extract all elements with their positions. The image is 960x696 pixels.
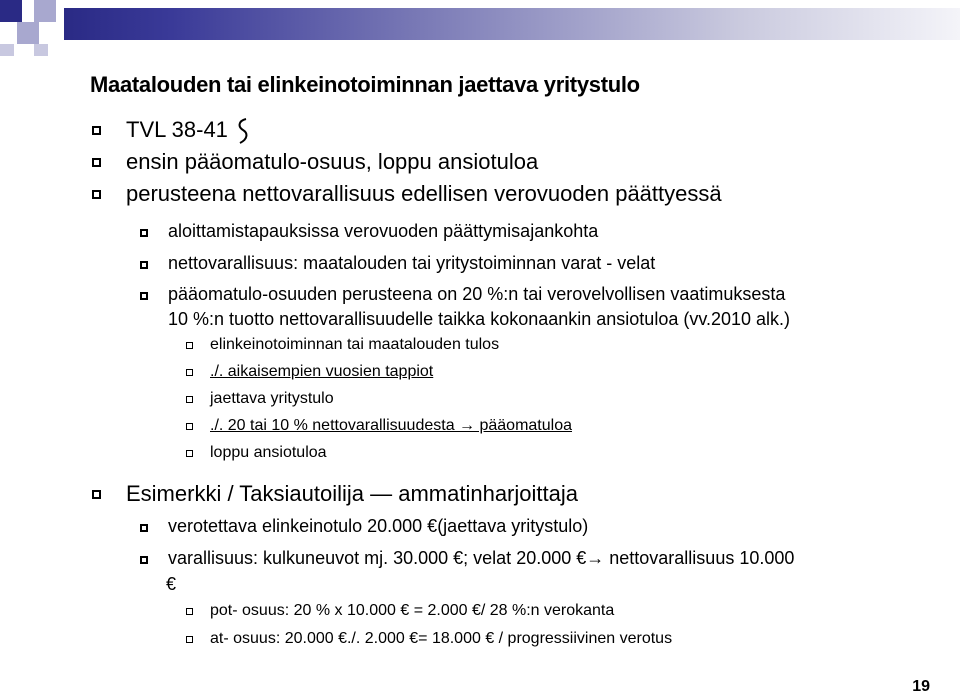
bullet-text: nettovarallisuus: maatalouden tai yritystoiminnan varat - velat xyxy=(168,253,656,273)
bullet-icon xyxy=(186,450,193,457)
bullet-icon xyxy=(186,608,193,615)
page-number: 19 xyxy=(912,678,930,695)
bullet-text: pot- osuus: 20 % x 10.000 € = 2.000 €/ 28 %:n verokanta xyxy=(210,602,615,619)
bullet-text-label: TVL 38-41 xyxy=(126,117,228,142)
banner-square xyxy=(0,44,14,56)
bullet-text-continuation: € xyxy=(166,574,177,594)
bullet-text: at- osuus: 20.000 €./. 2.000 €= 18.000 € / progressiivinen verotus xyxy=(210,630,673,647)
slide-title: Maatalouden tai elinkeinotoiminnan jaettava yritystulo xyxy=(90,72,640,97)
banner-square xyxy=(17,22,39,44)
bullet-icon xyxy=(140,556,148,564)
bullet-icon xyxy=(92,490,101,499)
bullet-text: perusteena nettovarallisuus edellisen verovuoden päättyessä xyxy=(126,181,722,206)
bullet-text-continuation: 10 %:n tuotto nettovarallisuudelle taikka kokonaankin ansiotuloa (vv.2010 alk.) xyxy=(168,309,791,329)
bullet-icon xyxy=(186,396,193,403)
bullet-text: Esimerkki / Taksiautoilija — ammatinharjoittaja xyxy=(126,481,578,506)
bullet-icon xyxy=(92,190,101,199)
banner-stripe xyxy=(64,8,960,40)
bullet-icon xyxy=(186,369,193,376)
bullet-text: pääomatulo-osuuden perusteena on 20 %:n tai verovelvollisen vaatimuksesta xyxy=(168,284,786,304)
bullet-icon xyxy=(186,342,193,349)
banner-square xyxy=(34,0,56,22)
bullet-text: ./. 20 tai 10 % nettovarallisuudesta → pääomatuloa xyxy=(210,417,572,434)
bullet-icon xyxy=(92,158,101,167)
bullet-text: ensin pääomatulo-osuus, loppu ansiotuloa xyxy=(126,149,539,174)
banner-square xyxy=(34,44,48,56)
bullet-icon xyxy=(92,126,101,135)
bullet-icon xyxy=(140,524,148,532)
bullet-icon xyxy=(186,423,193,430)
banner-square xyxy=(0,0,22,22)
bullet-text: varallisuus: kulkuneuvot mj. 30.000 €; velat 20.000 €→ nettovarallisuus 10.000 xyxy=(168,548,795,568)
bullet-text xyxy=(126,117,252,145)
bullet-text: elinkeinotoiminnan tai maatalouden tulos xyxy=(210,336,500,353)
bullet-text: verotettava elinkeinotulo 20.000 €(jaettava yritystulo) xyxy=(168,516,589,536)
bullet-text: loppu ansiotuloa xyxy=(210,444,327,461)
bullet-icon xyxy=(140,261,148,269)
squiggle-icon xyxy=(234,117,252,145)
header-banner xyxy=(0,0,960,56)
bullet-icon xyxy=(140,229,148,237)
bullet-text: jaettava yritystulo xyxy=(210,390,334,407)
bullet-icon xyxy=(140,292,148,300)
bullet-text: aloittamistapauksissa verovuoden päättymisajankohta xyxy=(168,221,599,241)
bullet-text: ./. aikaisempien vuosien tappiot xyxy=(210,363,434,380)
bullet-icon xyxy=(186,636,193,643)
